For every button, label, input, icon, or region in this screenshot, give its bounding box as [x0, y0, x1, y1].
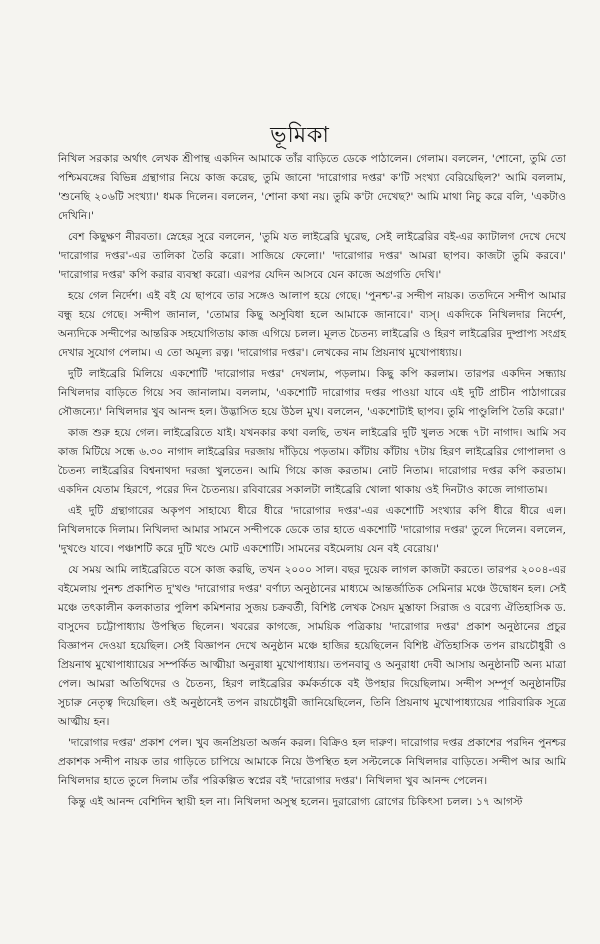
paragraph: 'দারোগার দপ্তর' প্রকাশ পেল। খুব জনপ্রিয়তা অর্জন করল। বিক্রিও হল দারুণ। দারোগার দপ্তর প্রকাশের পরদিন পুনশ্চর প্রকাশক সন্দীপ নায়ক তার গাড়িতে চাপিয়ে আমাকে নিয়ে উপস্থিত হল সল্টলেকে নিখিলদার বাড়িতে। সন্দীপ আর আমি নিখিলদার হাতে তুলে দিলাম তাঁর পরিকল্পিত স্বপ্নের বই 'দারোগার দপ্তর'। নিখিলদা খুব আনন্দ পেলেন।: [58, 737, 566, 787]
paragraph: কিন্তু এই আনন্দ বেশিদিন স্থায়ী হল না। নিখিলদা অসুস্থ হলেন। দুরারোগ্য রোগের চিকিৎসা চলল। ১৭ আগস্ট: [68, 796, 523, 808]
paragraph: কাজ শুরু হয়ে গেল। লাইব্রেরিতে যাই। যখনকার কথা বলছি, তখন লাইব্রেরি দুটি খুলত সন্ধে ৭টা নাগাদ। আমি সব কাজ মিটিয়ে সন্ধে ৬.৩০ নাগাদ লাইব্রেরির দরজায় দাঁড়িয়ে পড়তাম। কাঁটায় কাঁটায় ৭টায় হিরণ লাইব্রেরির গোপালদা ও চৈতন্য লাইব্রেরির বিশ্বনাথদা দরজা খুলতেন। আমি গিয়ে কাজ করতাম। নোট নিতাম। দারোগার দপ্তর কপি করতাম। একদিন যেতাম হিরণে, পরের দিন চৈতন্যয়। রবিবারের সকালটা লাইব্রেরি খোলা থাকায় ওই দিনটাও কাজে লাগাতাম।: [58, 427, 566, 496]
paragraph: দুটি লাইব্রেরি মিলিয়ে একশোটি 'দারোগার দপ্তর' দেখলাম, পড়লাম। কিছু কপি করলাম। তারপর একদিন সন্ধ্যায় নিখিলদার বাড়িতে গিয়ে সব জানালাম। বললাম, 'একশোটি দারোগার দপ্তর পাওয়া যাবে এই দুটি প্রাচীন পাঠাগারের সৌজন্যে।' নিখিলদার খুব আনন্দ হল। উদ্ভাসিত হয়ে উঠল মুখ। বললেন, 'একশোটাই ছাপব। তুমি পাণ্ডুলিপি তৈরি করো।': [58, 368, 566, 418]
paragraph: হয়ে গেল নির্দেশ। এই বই যে ছাপবে তার সঙ্গেও আলাপ হয়ে গেছে। 'পুনশ্চ'-র সন্দীপ নায়ক। ততদিনে সন্দীপ আমার বন্ধু হয়ে গেছে। সন্দীপ জানাল, 'তোমার কিছু অসুবিধা হলে আমাকে জানাবে।' ব্যস্। একদিকে নিখিলদার নির্দেশ, অন্যদিকে সন্দীপের আন্তরিক সহযোগিতায় কাজ এগিয়ে চলল। মূলত চৈতন্য লাইব্রেরি ও হিরণ লাইব্রেরির দুষ্প্রাপ্য সংগ্রহ দেখার সুযোগ পেলাম। এ তো অমূল্য রত্ন। 'দারোগার দপ্তর'। লেখকের নাম প্রিয়নাথ মুখোপাধ্যায়।: [58, 290, 566, 359]
paragraph: বেশ কিছুক্ষণ নীরবতা। স্নেহের সুরে বললেন, 'তুমি যত লাইব্রেরি ঘুরেছ, সেই লাইব্রেরির বই-এর ক্যাটালগ দেখে দেখে 'দারোগার দপ্তর'-এর তালিকা তৈরি করো। সাজিয়ে ফেলো।' 'দারোগার দপ্তর' আমরা ছাপব। কাজটা তুমি করবে।' 'দারোগার দপ্তর' কপি করার ব্যবস্থা করো। এরপর যেদিন আসবে যেন কাজে অগ্রগতি দেখি।': [58, 231, 566, 281]
paragraph: যে সময় আমি লাইব্রেরিতে বসে কাজ করছি, তখন ২০০০ সাল। বছর দুয়েক লাগল কাজটা করতে। তারপর ২০০৪-এর বইমেলায় পুনশ্চ প্রকাশিত দু'খণ্ড 'দারোগার দপ্তর' বর্ণাঢ্য অনুষ্ঠানের মাধ্যমে আন্তর্জাতিক সেমিনার মঞ্চে উদ্বোধন হল। সেই মঞ্চে তৎকালীন কলকাতার পুলিশ কমিশনার সুজয় চক্রবর্তী, বিশিষ্ট লেখক সৈয়দ মুস্তাফা সিরাজ ও বরেণ্য ঐতিহাসিক ড. বাসুদেব চট্টোপাধ্যায় উপস্থিত ছিলেন। খবরের কাগজে, সাময়িক পত্রিকায় 'দারোগার দপ্তর' প্রকাশ অনুষ্ঠানের প্রচুর বিজ্ঞাপন দেওয়া হয়েছিল। সেই বিজ্ঞাপন দেখে অনুষ্ঠান মঞ্চে হাজির হয়েছিলেন বিশিষ্ট ঐতিহাসিক তপন রায়চৌধুরী ও প্রিয়নাথ মুখোপাধ্যায়ের সম্পর্কিত আত্মীয়া অনুরাধা মুখোপাধ্যায়। তপনবাবু ও অনুরাধা দেবী আসায় অনুষ্ঠানটি অন্য মাত্রা পেল। আমরা অতিথিদের ও চৈতন্য, হিরণ লাইব্রেরির কর্মকর্তাকে বই উপহার দিয়েছিলাম। সন্দীপ সম্পূর্ণ অনুষ্ঠানটির সুচারু নেতৃত্ব দিয়েছিল। ওই অনুষ্ঠানেই তপন রায়চৌধুরী জানিয়েছিলেন, তিনি প্রিয়নাথ মুখোপাধ্যায়ের পারিবারিক সূত্রে আত্মীয় হন।: [58, 564, 566, 728]
preface-body: [58, 150, 566, 814]
paragraph: এই দুটি গ্রন্থাগারের অকৃপণ সাহায্যে ধীরে ধীরে 'দারোগার দপ্তর'-এর একশোটি সংখ্যার কপি ধীরে ধীরে এল। নিখিলদাকে দিলাম। নিখিলদা আমার সামনে সন্দীপকে ডেকে তার হাতে একশোটি 'দারোগার দপ্তর' তুলে দিলেন। বললেন, 'দুখণ্ডে যাবে। পঞ্চাশটি করে দুটি খণ্ডে মোট একশোটি। সামনের বইমেলায় যেন বই বেরোয়।': [58, 505, 566, 555]
paragraph: নিখিল সরকার অর্থাৎ লেখক শ্রীপান্থ একদিন আমাকে তাঁর বাড়িতে ডেকে পাঠালেন। গেলাম। বললেন, 'শোনো, তুমি তো পশ্চিমবঙ্গের বিভিন্ন গ্রন্থাগার নিয়ে কাজ করেছ, তুমি জানো 'দারোগার দপ্তর' ক'টি সংখ্যা বেরিয়েছিল?' আমি বললাম, 'শুনেছি ২০৬টি সংখ্যা।' ধমক দিলেন। বললেন, 'শোনা কথা নয়। তুমি ক'টা দেখেছ?' আমি মাথা নিচু করে বলি, 'একটাও দেখিনি।': [58, 153, 566, 222]
page-title: ভূমিকা: [270, 123, 330, 148]
